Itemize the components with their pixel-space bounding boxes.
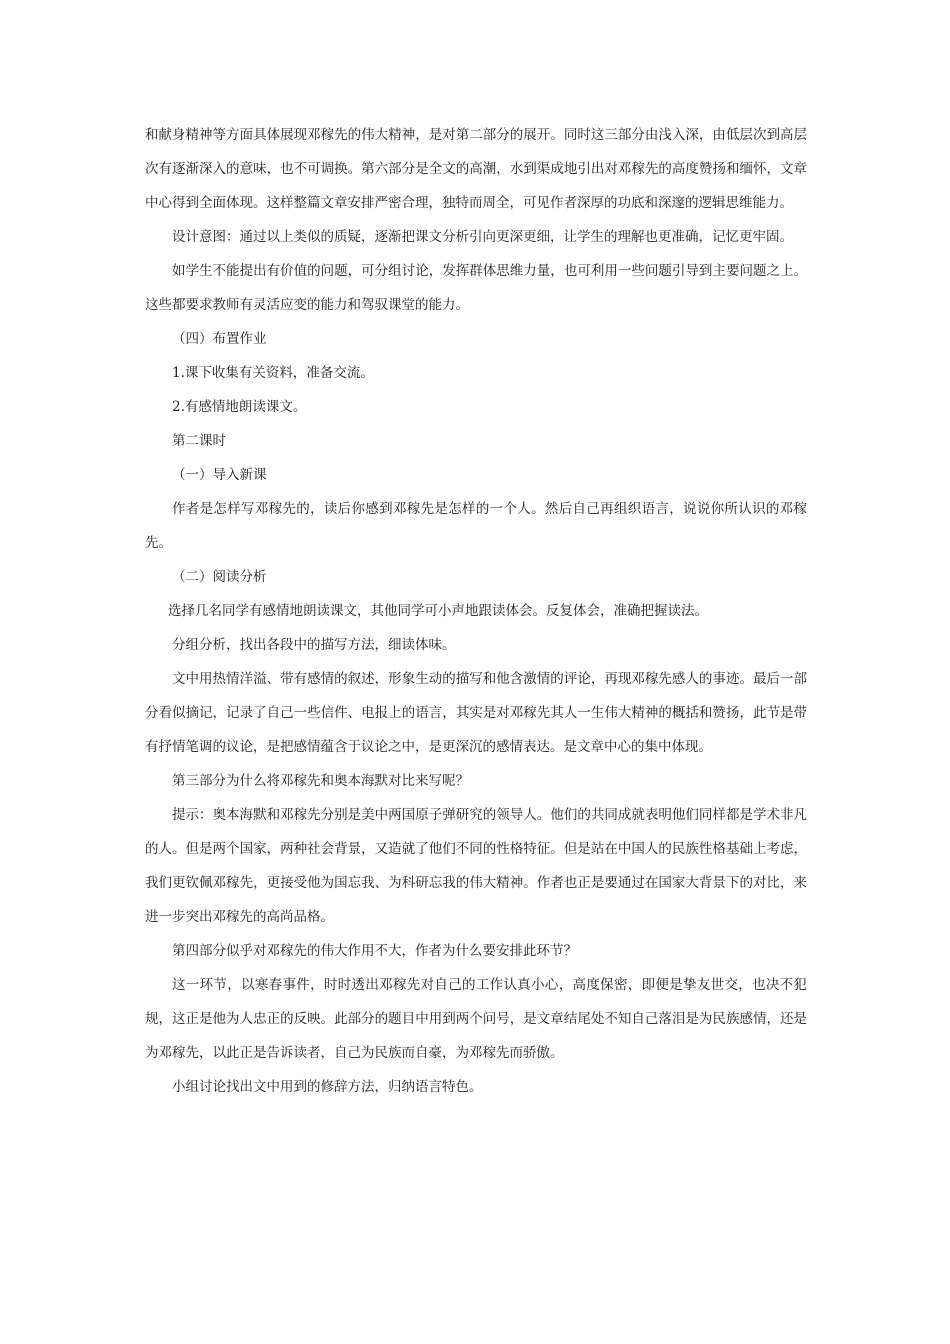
document-page: [145, 118, 807, 1104]
paragraph-group-analysis: 分组分析，找出各段中的描写方法，细读体味。: [172, 637, 456, 653]
heading-introduce-lesson: （一）导入新课: [172, 467, 267, 483]
paragraph-part-four-answer: 这一环节，以寒春事件，时时透出邓稼先对自己的工作认真小心，高度保密，即便是挚友世交，也决不犯规，这正是他为人忠正的反映。此部分的题目中用到两个问号，是文章结尾处不知自己落泪是为民族感情，还是为邓稼先，以此正是告诉读者，自己为民族而自豪，为邓稼先而骄傲。: [145, 977, 807, 1061]
paragraph-read-aloud: 选择几名同学有感情地朗读课文，其他同学可小声地跟读体会。反复体会，准确把握读法。: [168, 603, 708, 619]
paragraph-group-discussion: 如学生不能提出有价值的问题，可分组讨论，发挥群体思维力量，也可利用一些问题引导到主要问题之上。这些都要求教师有灵活应变的能力和驾驭课堂的能力。: [145, 263, 807, 313]
question-part-three: 第三部分为什么将邓稼先和奥本海默对比来写呢？: [172, 773, 469, 789]
paragraph-structure-analysis: 和献身精神等方面具体展现邓稼先的伟大精神，是对第二部分的展开。同时这三部分由浅入深，由低层次到高层次有逐渐深入的意味，也不可调换。第六部分是全文的高潮，水到渠成地引出对邓稼先的高度赞扬和缅怀，文章中心得到全面体现。这样整篇文章安排严密合理，独特而周全，可见作者深厚的功底和深邃的逻辑思维能力。: [145, 127, 807, 211]
paragraph-rhetoric-task: 小组讨论找出文中用到的修辞方法，归纳语言特色。: [172, 1079, 483, 1095]
heading-second-lesson: 第二课时: [172, 433, 226, 449]
heading-reading-analysis: （二）阅读分析: [172, 569, 267, 585]
paragraph-hint-comparison: 提示：奥本海默和邓稼先分别是美中两国原子弹研究的领导人。他们的共同成就表明他们同样都是学术非凡的人。但是两个国家，两种社会背景，又造就了他们不同的性格特征。但是站在中国人的民族性格基础上考虑，我们更钦佩邓稼先，更接受他为国忘我、为科研忘我的伟大精神。作者也正是要通过在国家大背景下的对比，来进一步突出邓稼先的高尚品格。: [145, 807, 807, 925]
heading-assign-homework: （四）布置作业: [172, 331, 267, 347]
paragraph-design-intent: 设计意图：通过以上类似的质疑，逐渐把课文分析引向更深更细，让学生的理解也更准确，记忆更牢固。: [172, 229, 793, 245]
homework-item-2: 2.有感情地朗读课文。: [172, 399, 307, 415]
paragraph-intro-question: 作者是怎样写邓稼先的，读后你感到邓稼先是怎样的一个人。然后自己再组织语言，说说你所认识的邓稼先。: [145, 501, 807, 551]
homework-item-1: 1.课下收集有关资料，准备交流。: [172, 365, 374, 381]
paragraph-text-features: 文中用热情洋溢、带有感情的叙述，形象生动的描写和他含激情的评论，再现邓稼先感人的事迹。最后一部分看似摘记，记录了自己一些信件、电报上的语言，其实是对邓稼先其人一生伟大精神的概括和赞扬，此节是带有抒情笔调的议论，是把感情蕴含于议论之中，是更深沉的感情表达。是文章中心的集中体现。: [145, 671, 807, 755]
question-part-four: 第四部分似乎对邓稼先的伟大作用不大，作者为什么要安排此环节？: [172, 943, 577, 959]
